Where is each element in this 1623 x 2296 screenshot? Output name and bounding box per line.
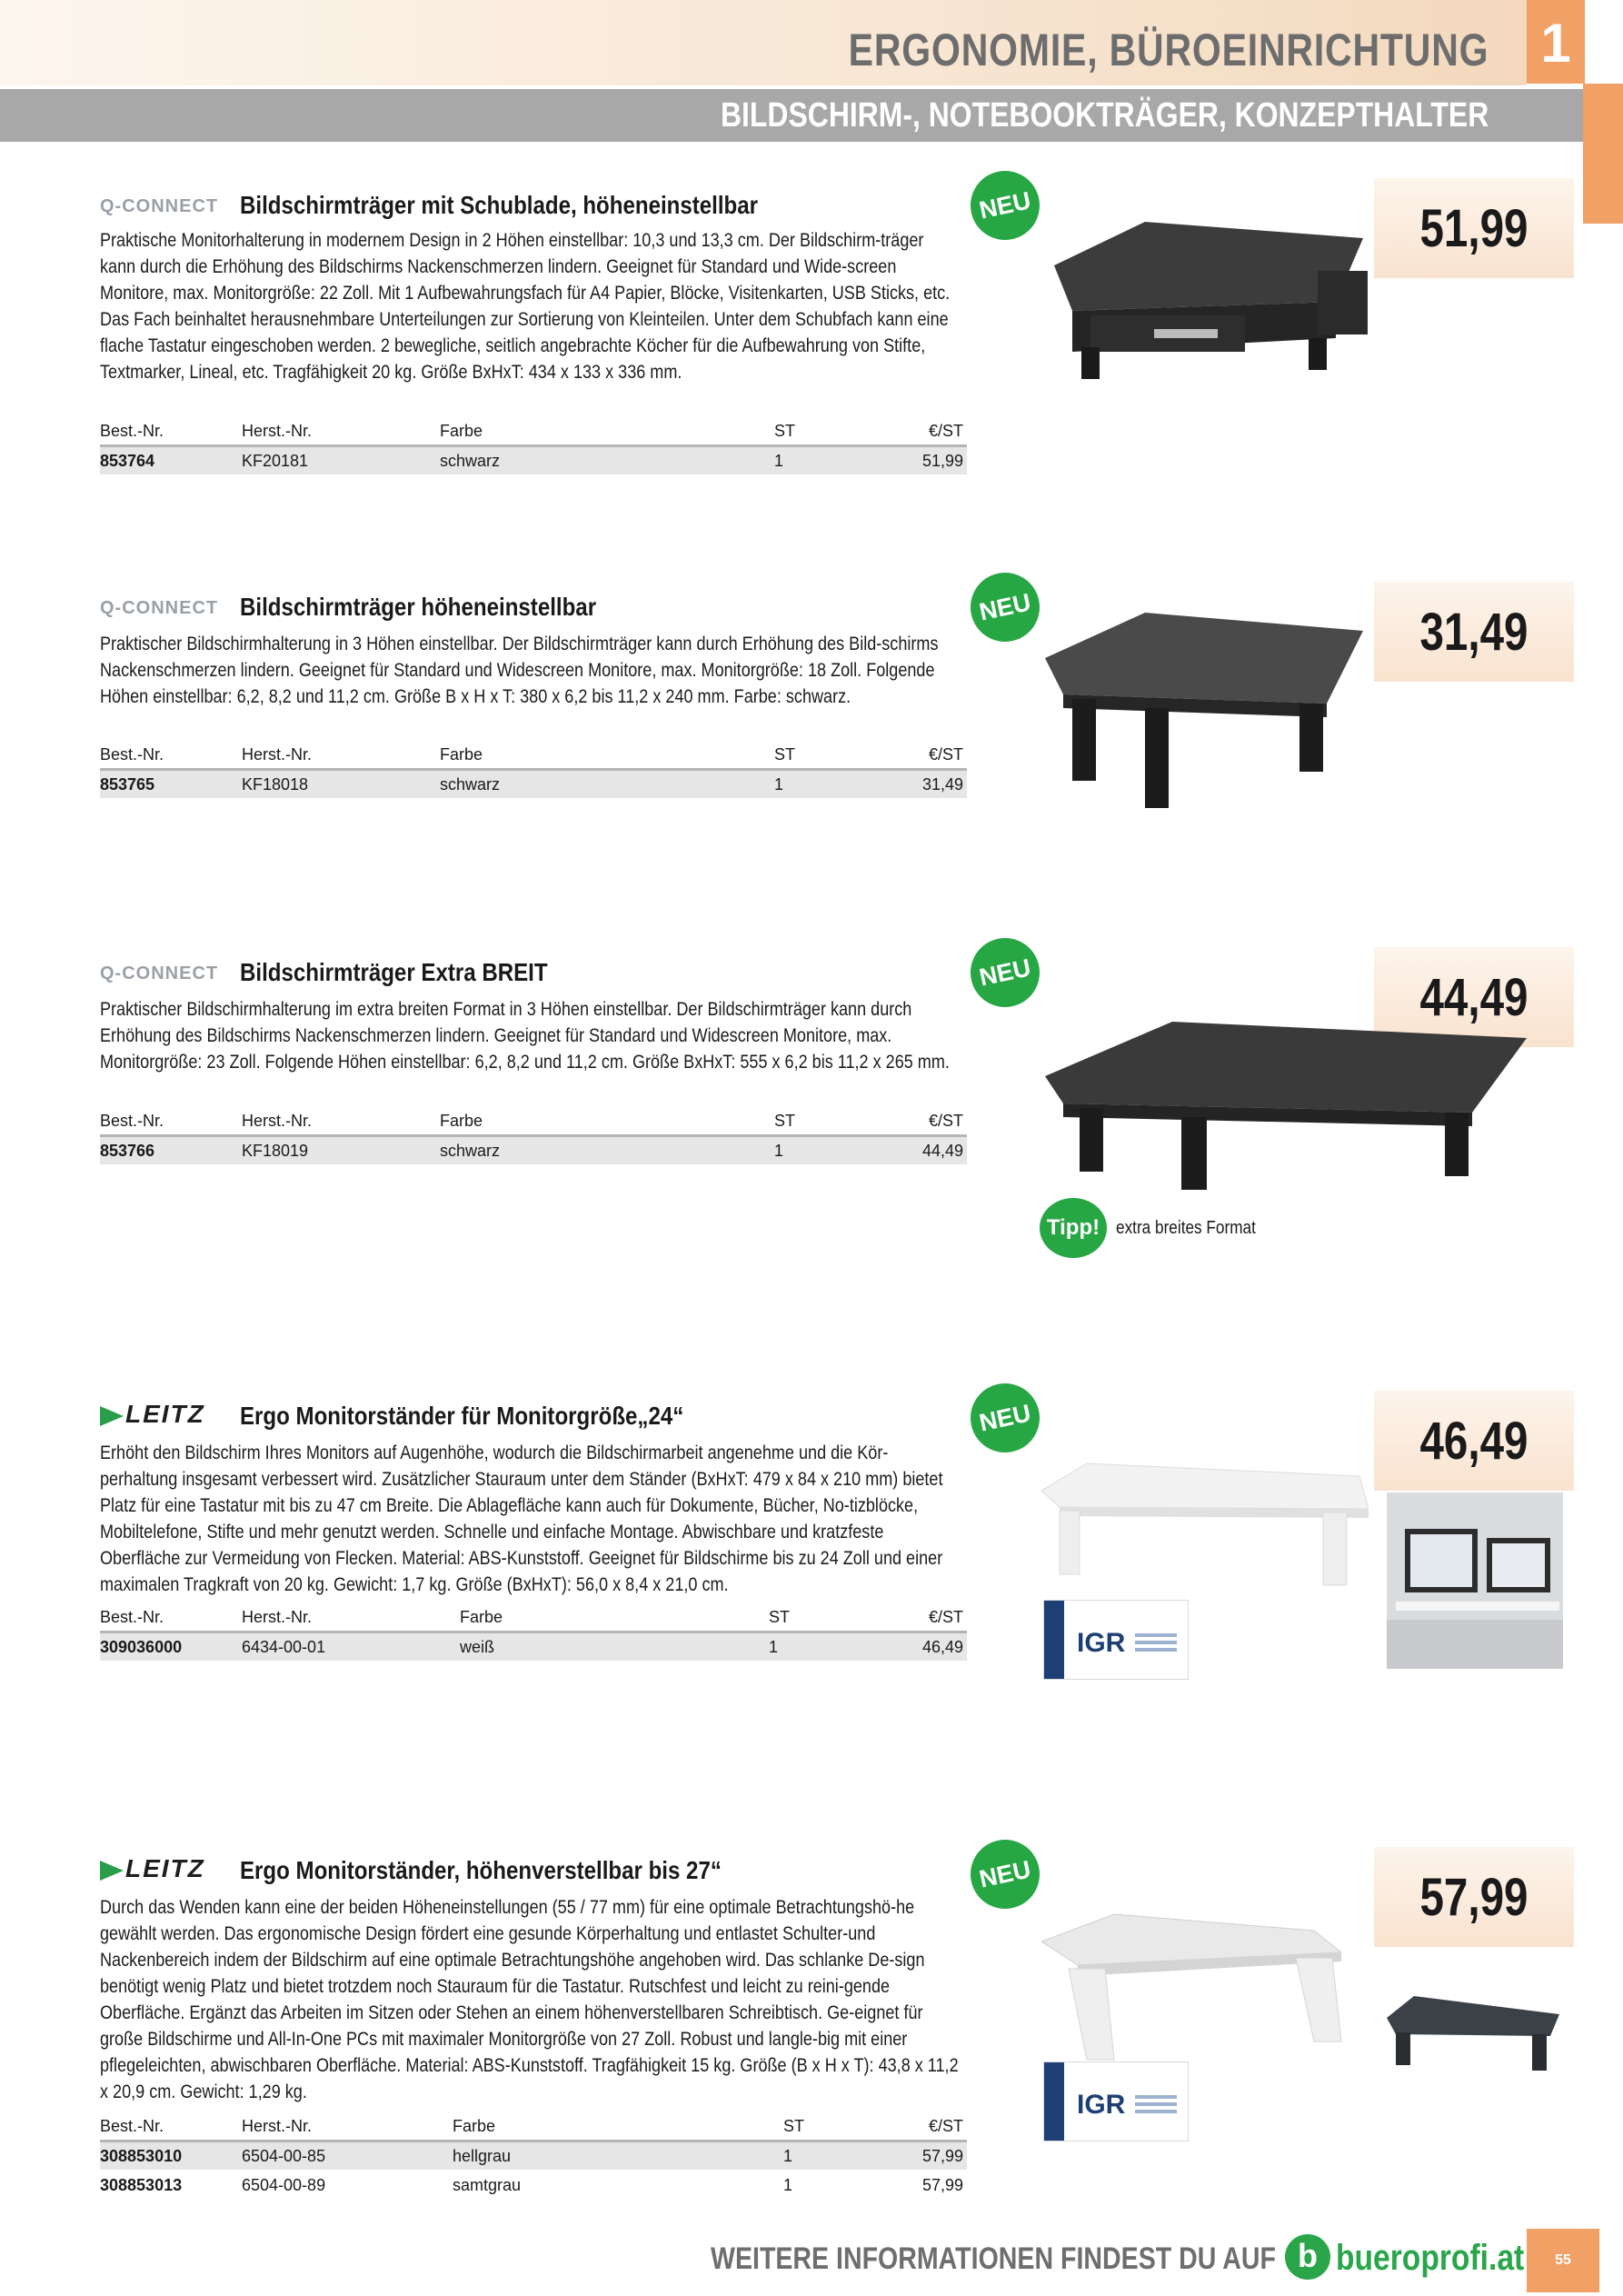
seal-bar [1044,2062,1064,2141]
order-table [100,1603,967,1662]
new-badge: NEU [964,932,1046,1013]
col-herst: Herst.-Nr. [242,2117,313,2135]
col-herst: Herst.-Nr. [242,1608,313,1626]
cell-nr: 853766 [100,1142,155,1160]
col-farbe: Farbe [440,1112,483,1130]
cell-nr: 853765 [100,775,155,794]
cell-nr: 308853010 [100,2147,183,2165]
product-title: Ergo Monitorständer, höhenverstellbar bis 27“ [240,1856,722,1884]
chapter-tab[interactable]: 1 [1527,0,1585,84]
product-description: Erhöht den Bildschirm Ihres Monitors auf Augenhöhe, wodurch die Bildschirmarbeit angenehme und die Kör-perhaltung insgesamt verbessert wird. Zusätzlicher Stauraum unter dem Ständer (BxHxT: 479 x 84 x 210 mm) bietet Platz für eine Tastatur mit bis zu 47 cm Breite. Die Ablagefläche kann auch für Dokumente, Bücher, No-tizblöcke, Mobiltelefone, Stifte und mehr genutzt werden. Schnelle und einfache Montage. Abwischbare und kratzfeste Oberfläche zur Vermeidung von Flecken. Material: ABS-Kunststoff. Geeignet für Bildschirme bis zu 24 Zoll und einer maximalen Tragkraft von 20 kg. Gewicht: 1,7 kg. Größe (BxHxT): 56,0 x 8,4 x 21,0 cm. [100,1442,943,1595]
cell-price: 51,99 [921,452,963,470]
col-price: €/ST [928,745,963,764]
col-nr: Best.-Nr. [100,2117,164,2135]
col-farbe: Farbe [460,1608,503,1626]
cell-herst: KF18018 [242,775,309,794]
col-st: ST [774,745,796,764]
cell-farbe: hellgrau [453,2147,512,2165]
product-description: Praktische Monitorhalterung in modernem Design in 2 Höhen einstellbar: 10,3 und 13,3 cm. Der Bildschirm-träger kann durch die Erhöhung des Bildschirms Nackenschmerzen lindern. Geeignet für Standard und Wide-screen Monitore, max. Monitorgröße: 22 Zoll. Mit 1 Aufbewahrungsfach für A4 Papier, Blöcke, Visitenkarten, USB Sticks, etc. Das Fach beinhaltet herausnehmbare Unterteilungen zur Sortierung von Kleinteilen. Unter dem Schubfach kann eine flache Tastatur eingeschoben werden. 2 bewegliche, seitlich angebrachte Köcher für die Aufbewahrung von Stifte, Textmarker, Lineal, etc. Tragfähigkeit 20 kg. Größe BxHxT: 434 x 133 x 336 mm. [100,230,951,383]
table-header [100,741,967,771]
price-box [1374,1391,1574,1491]
price-value: 51,99 [1419,199,1528,258]
col-st: ST [774,1112,796,1130]
cell-st: 1 [783,2147,793,2165]
product-description: Praktischer Bildschirmhalterung im extra breiten Format in 3 Höhen einstellbar. Der Bildschirmträger kann durch Erhöhung des Bildschirms Nackenschmerzen lindern. Geeignet für Standard und Widescreen Monitore, max. Monitorgröße: 23 Zoll. Folgende Höhen einstellbar: 6,2, 8,2 und 11,2 cm. Größe BxHxT: 555 x 6,2 bis 11,2 x 265 mm. [100,999,950,1073]
table-header [100,417,967,447]
seal-text-lines [1135,2095,1177,2099]
price-value: 57,99 [1419,1868,1528,1927]
table-row[interactable] [100,2142,967,2171]
table-header [100,1107,967,1137]
product-image-wide-monitor-stand [1036,1003,1527,1194]
new-badge: NEU [964,1833,1046,1915]
cell-herst: KF18019 [242,1142,309,1160]
cell-farbe: weiß [460,1638,495,1656]
new-badge: NEU [964,1377,1046,1459]
col-nr: Best.-Nr. [100,422,164,440]
product-title: Ergo Monitorständer für Monitorgröße„24“ [240,1402,684,1430]
col-farbe: Farbe [440,422,483,440]
leitz-triangle-icon [100,1406,124,1426]
footer-url-link[interactable]: bueroprofi.at [1336,2238,1525,2278]
col-farbe: Farbe [440,745,483,764]
col-price: €/ST [928,1112,963,1130]
new-badge: NEU [964,566,1046,648]
cell-st: 1 [774,775,784,794]
cell-st: 1 [783,2176,793,2194]
igr-certification-seal [1043,2061,1189,2141]
footer-text: WEITERE INFORMATIONEN FINDEST DU AUF [711,2241,1276,2276]
price-value: 31,49 [1419,603,1528,662]
new-badge: NEU [964,165,1046,246]
cell-farbe: schwarz [440,1142,501,1160]
page-title: ERGONOMIE, BÜROEINRICHTUNG [848,25,1489,75]
tip-badge: Tipp! [1040,1198,1107,1258]
price-value: 44,49 [1419,968,1528,1027]
brand-logo: Q-CONNECT [100,196,219,216]
page-subtitle: BILDSCHIRM-, NOTEBOOKTRÄGER, KONZEPTHALTER [720,96,1489,135]
col-farbe: Farbe [453,2117,496,2135]
cell-nr: 308853013 [100,2176,183,2194]
price-box [1374,178,1574,278]
col-herst: Herst.-Nr. [242,1112,313,1130]
cell-nr: 853764 [100,452,155,470]
col-price: €/ST [928,422,963,440]
cell-herst: KF20181 [242,452,309,470]
cell-price: 57,99 [921,2176,963,2194]
price-box [1374,1847,1574,1947]
igr-certification-seal [1043,1600,1189,1680]
brand-name: LEITZ [125,1400,205,1428]
col-herst: Herst.-Nr. [242,422,313,440]
order-table [100,1107,967,1166]
product-image-monitor-stand-drawer [1036,202,1372,411]
table-header [100,2112,967,2142]
product-description: Durch das Wenden kann eine der beiden Höheneinstellungen (55 / 77 mm) für eine optimale Betrachtungshö-he gewählt werden. Das ergonomische Design fördert eine gesunde Körperhaltung und entlastet Schulter-und Nackenbereich indem der Bildschirm auf eine optimale Betrachtungshöhe angehoben wird. Das schlanke De-sign benötigt wenig Platz und bietet trotzdem noch Stauraum für die Tastatur. Rutschfest und leicht zu reini-gende Oberfläche. Ergänzt das Arbeiten im Sitzen oder Stehen an einem höhenverstellbaren Schreibtisch. Ge-eignet für große Bildschirme und All-In-One PCs mit maximaler Monitorgröße von 27 Zoll. Robust und langle-big mit einer pflegeleichten, abwischbaren Oberfläche. Material: ABS-Kunststoff. Tragfähigkeit 15 kg. Größe (B x H x T): 43,8 x 11,2 x 20,9 cm. Gewicht: 1,29 kg. [100,1897,959,2102]
order-table [100,417,967,476]
price-box [1374,582,1574,682]
product-image-white-stand [1041,1454,1369,1591]
brand-logo: Q-CONNECT [100,963,219,983]
cell-st: 1 [769,1638,779,1656]
cell-nr: 309036000 [100,1638,183,1656]
cell-price: 57,99 [921,2147,963,2165]
chapter-strip [1583,84,1623,224]
order-table [100,2112,967,2201]
cell-st: 1 [774,1142,784,1160]
cell-price: 46,49 [921,1638,963,1656]
col-st: ST [769,1608,791,1626]
col-price: €/ST [928,1608,963,1626]
table-header [100,1603,967,1633]
cell-herst: 6504-00-85 [242,2147,326,2165]
price-value: 46,49 [1419,1412,1528,1471]
cell-herst: 6504-00-89 [242,2176,326,2194]
cell-farbe: schwarz [440,775,501,794]
leitz-triangle-icon [100,1861,124,1881]
col-st: ST [774,422,796,440]
cell-herst: 6434-00-01 [242,1638,326,1656]
brand-logo [100,1854,205,1883]
table-row[interactable] [100,1137,967,1166]
seal-text-lines [1135,1633,1177,1637]
col-nr: Best.-Nr. [100,745,164,764]
product-image-dark-grey-stand [1378,1982,1568,2081]
cell-farbe: samtgrau [453,2176,522,2194]
cell-price: 44,49 [921,1142,963,1160]
table-row[interactable] [100,2171,967,2201]
page-number: 55 [1527,2229,1599,2292]
tip-text: extra breites Format [1116,1218,1256,1238]
col-nr: Best.-Nr. [100,1112,164,1130]
cell-farbe: schwarz [440,452,501,470]
cell-st: 1 [774,452,784,470]
product-image-light-grey-stand [1041,1905,1359,2069]
brand-logo [100,1400,205,1429]
col-price: €/ST [928,2117,963,2135]
product-description: Praktischer Bildschirmhalterung in 3 Höhen einstellbar. Der Bildschirmträger kann durch Erhöhung des Bild-schirms Nackenschmerzen lindern. Geeignet für Standard und Widescreen Monitore, max. Monitorgröße: 18 Zoll. Folgende Höhen einstellbar: 6,2, 8,2 und 11,2 cm. Größe B x H x T: 380 x 6,2 bis 11,2 x 240 mm. Farbe: schwarz. [100,634,939,707]
brand-logo: Q-CONNECT [100,598,219,618]
col-herst: Herst.-Nr. [242,745,313,764]
product-image-desk-scene [1387,1492,1563,1669]
bueroprofi-logo-icon[interactable]: b [1285,2234,1330,2280]
table-row[interactable] [100,1633,967,1662]
product-title: Bildschirmträger mit Schublade, höheneinstellbar [240,191,759,219]
col-nr: Best.-Nr. [100,1608,164,1626]
table-row[interactable] [100,447,967,476]
seal-bar [1044,1601,1064,1679]
table-row[interactable] [100,771,967,800]
product-title: Bildschirmträger höheneinstellbar [240,593,597,621]
product-title: Bildschirmträger Extra BREIT [240,958,548,986]
col-st: ST [783,2117,805,2135]
seal-label: IGR [1077,2090,1126,2120]
cell-price: 31,49 [921,775,963,794]
seal-label: IGR [1077,1628,1126,1658]
product-image-monitor-stand [1036,604,1372,822]
brand-name: LEITZ [125,1854,205,1882]
order-table [100,741,967,800]
